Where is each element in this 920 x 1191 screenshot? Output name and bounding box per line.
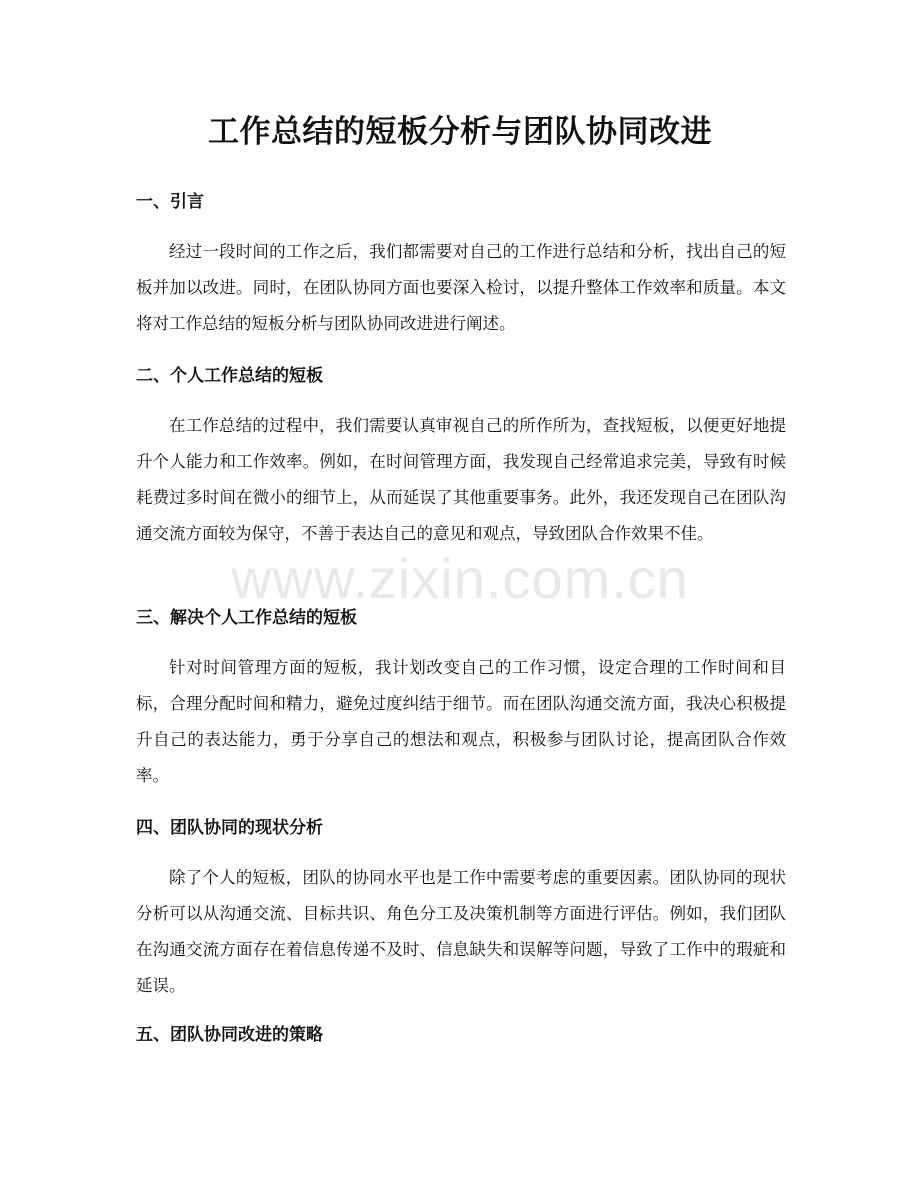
- section-paragraph-introduction: 经过一段时间的工作之后，我们都需要对自己的工作进行总结和分析，找出自己的短板并加以改进。同时，在团队协同方面也要深入检讨，以提升整体工作效率和质量。本文将对工作总结的短板分析与团队协同改进进行阐述。: [136, 242, 786, 333]
- section-heading-team-improvement: 五、团队协同改进的策略: [136, 1025, 323, 1045]
- section-paragraph-personal-shortcomings: 在工作总结的过程中，我们需要认真审视自己的所作所为，查找短板，以便更好地提升个人能力和工作效率。例如，在时间管理方面，我发现自己经常追求完美，导致有时候耗费过多时间在微小的细节上，从而延误了其他重要事务。此外，我还发现自己在团队沟通交流方面较为保守，不善于表达自己的意见和观点，导致团队合作效果不佳。: [136, 416, 786, 543]
- document-title: 工作总结的短板分析与团队协同改进: [208, 114, 712, 150]
- section-heading-team-status: 四、团队协同的现状分析: [136, 818, 323, 838]
- section-heading-personal-shortcomings: 二、个人工作总结的短板: [136, 366, 323, 386]
- section-paragraph-solutions: 针对时间管理方面的短板，我计划改变自己的工作习惯，设定合理的工作时间和目标，合理分配时间和精力，避免过度纠结于细节。而在团队沟通交流方面，我决心积极提升自己的表达能力，勇于分享自己的想法和观点，积极参与团队讨论，提高团队合作效率。: [136, 658, 786, 785]
- section-heading-solutions: 三、解决个人工作总结的短板: [136, 608, 357, 628]
- section-heading-introduction: 一、引言: [136, 192, 204, 212]
- watermark: www.zixin.com.cn: [231, 547, 689, 610]
- section-paragraph-team-status: 除了个人的短板，团队的协同水平也是工作中需要考虑的重要因素。团队协同的现状分析可以从沟通交流、目标共识、角色分工及决策机制等方面进行评估。例如，我们团队在沟通交流方面存在着信息传递不及时、信息缺失和误解等问题，导致了工作中的瑕疵和延误。: [136, 868, 786, 995]
